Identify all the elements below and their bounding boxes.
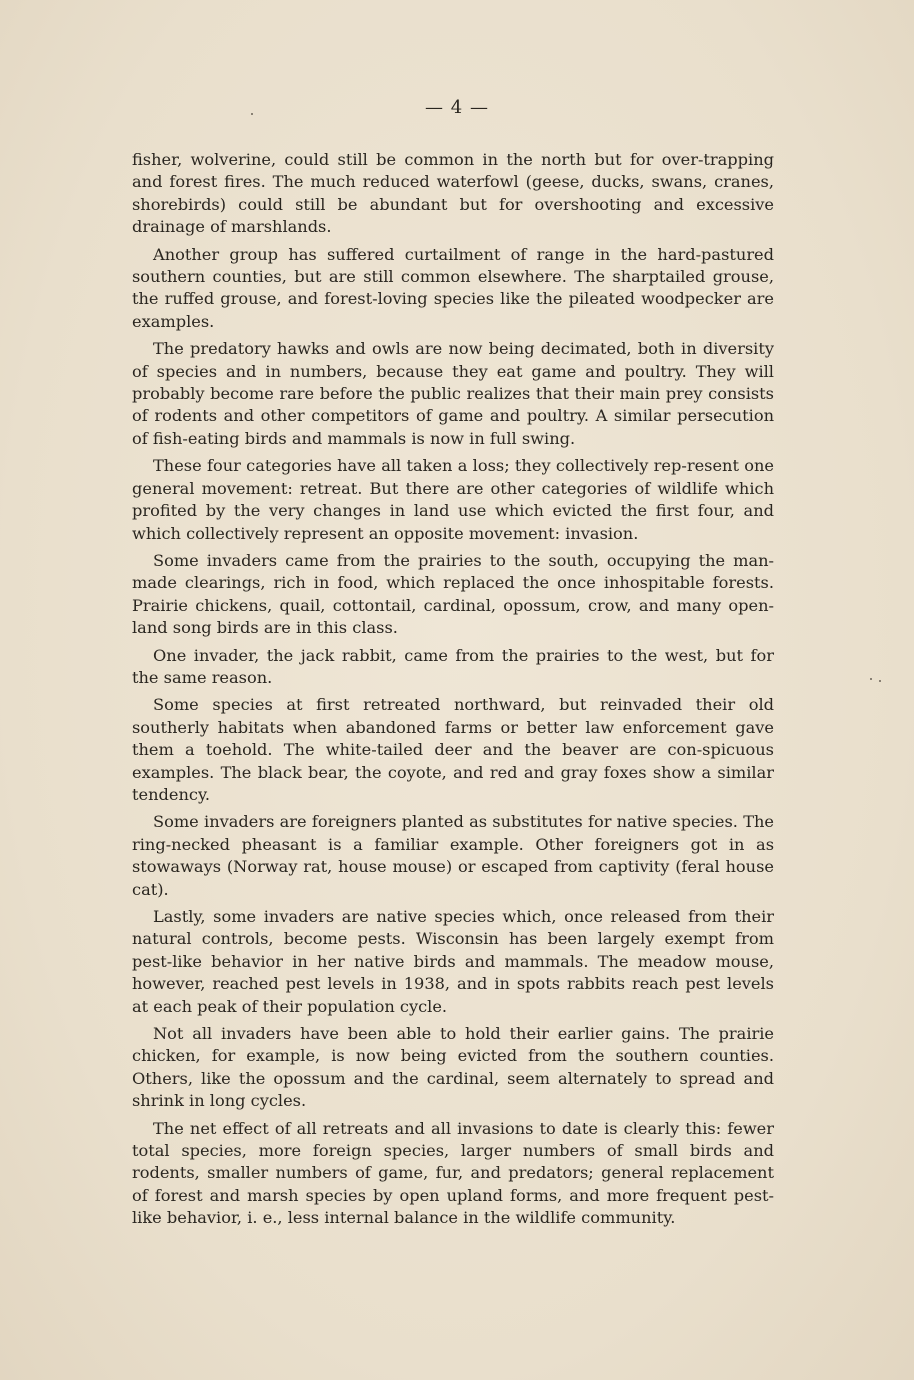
paragraph: The net effect of all retreats and all invasions to date is clearly this: fewer total species, more foreign species, larger numbers of small birds and rodents, smaller numbers of game, fur, and predators; general replacement of forest and marsh species by open upland forms, and more frequent pest-like behavior, i. e., less internal balance in the wildlife community. <box>132 1118 774 1228</box>
paper-speck <box>879 680 881 682</box>
paper-speck <box>870 678 872 680</box>
body-text <box>132 149 774 1235</box>
paragraph: Some invaders came from the prairies to the south, occupying the man-made clearings, rich in food, which replaced the once inhospitable forests. Prairie chickens, quail, cottontail, cardinal, opossum, crow, and many open-land song birds are in this class. <box>132 550 774 638</box>
paragraph: Another group has suffered curtailment of range in the hard-pastured southern counties, but are still common elsewhere. The sharptailed grouse, the ruffed grouse, and forest-loving species like the pileated woodpecker are examples. <box>132 244 774 331</box>
page-number: — 4 — <box>425 97 489 118</box>
paragraph: Lastly, some invaders are native species which, once released from their natural controls, become pests. Wisconsin has been largely exempt from pest-like behavior in her native birds and mammals. The meadow mouse, however, reached pest levels in 1938, and in spots rabbits reach pest levels at each peak of their population cycle. <box>132 907 774 1016</box>
paragraph: Some species at first retreated northward, but reinvaded their old southerly habitats when abandoned farms or better law enforcement gave them a toehold. The white-tailed deer and the beaver are con-spicuous examples. The black bear, the coyote, and red and gray foxes show a similar tendency. <box>132 695 774 804</box>
paragraph: These four categories have all taken a loss; they collectively rep-resent one general movement: retreat. But there are other categories of wildlife which profited by the very changes in land use which evicted the first four, and which collectively represent an opposite movement: invasion. <box>132 456 774 543</box>
paragraph: fisher, wolverine, could still be common in the north but for over-trapping and forest fires. The much reduced waterfowl (geese, ducks, swans, cranes, shorebirds) could still be abundant but for overshooting and excessive drainage of marshlands. <box>132 150 774 237</box>
paragraph: The predatory hawks and owls are now being decimated, both in diversity of species and in numbers, because they eat game and poultry. They will probably become rare before the public realizes that their main prey consists of rodents and other competitors of game and poultry. A similar persecution of fish-eating birds and mammals is now in full swing. <box>132 339 774 448</box>
paragraph: Some invaders are foreigners planted as substitutes for native species. The ring-necked pheasant is a familiar example. Other foreigners got in as stowaways (Norway rat, house mouse) or escaped from captivity (feral house cat). <box>132 812 774 899</box>
paragraph: Not all invaders have been able to hold their earlier gains. The prairie chicken, for example, is now being evicted from the southern counties. Others, like the opossum and the cardinal, seem alternately to spread and shrink in long cycles. <box>132 1024 774 1111</box>
paragraph: One invader, the jack rabbit, came from the prairies to the west, but for the same reason. <box>132 645 774 687</box>
